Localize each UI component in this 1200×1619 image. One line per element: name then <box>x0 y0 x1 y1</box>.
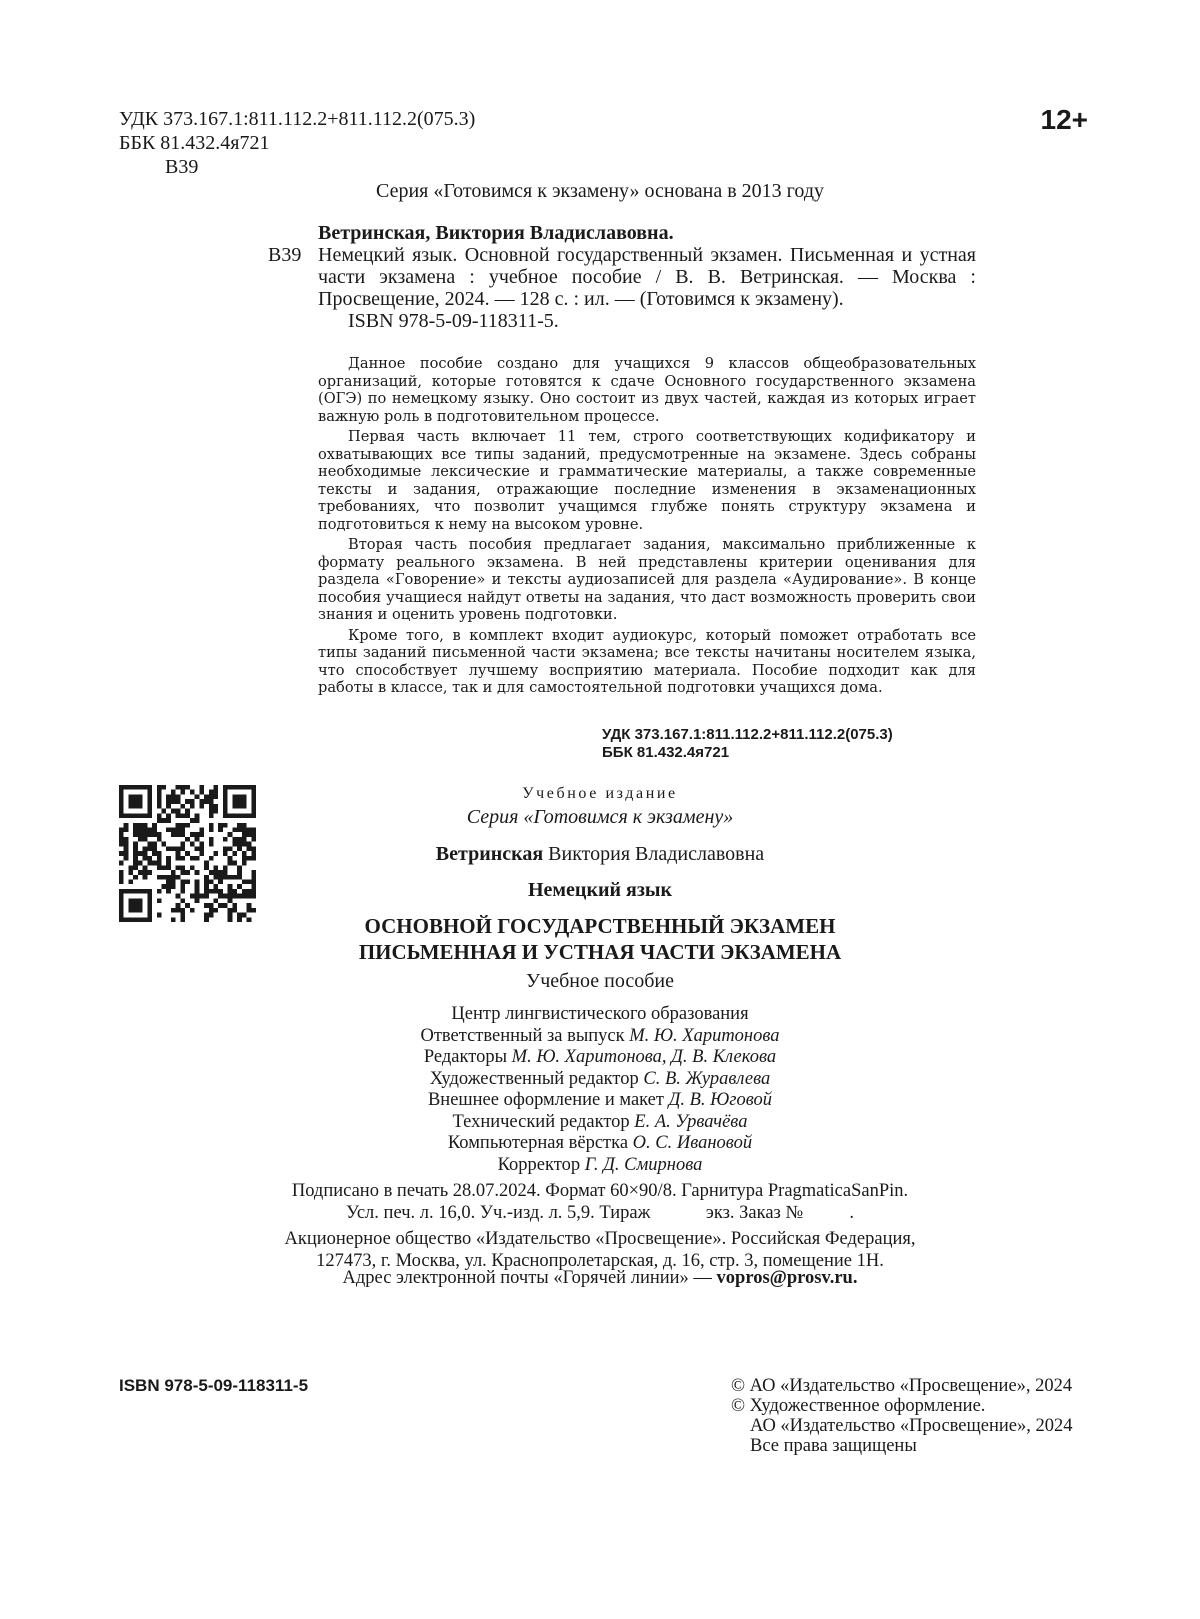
email-line <box>0 1268 1200 1289</box>
author-name: Виктория Владиславовна <box>548 843 765 865</box>
footer-isbn: ISBN 978-5-09-118311-5 <box>119 1376 309 1395</box>
edition-type: Учебное издание <box>522 785 678 802</box>
staff-name: Г. Д. Смирнова <box>584 1154 703 1175</box>
annotation-paragraph: Первая часть включает 11 тем, строго соответствующих кодификатору и охватывающих все типы заданий, предусмотренные на экзамене. Здесь собраны необходимые лексические и грамматические материалы, а также современные тексты и задания, отражающие последние изменения в экзаменационных требованиях, что позволит учащимся глубже понять структуру экзамена и подготовиться к нему на высоком уровне. <box>318 428 976 533</box>
annotation-codes <box>602 726 893 762</box>
colophon-subject: Немецкий язык <box>527 879 673 901</box>
staff-role: Художественный редактор <box>429 1068 639 1089</box>
staff-line <box>0 1112 1200 1134</box>
colophon-kind: Учебное пособие <box>526 970 674 992</box>
title-line-1: ОСНОВНОЙ ГОСУДАРСТВЕННЫЙ ЭКЗАМЕН <box>364 914 836 938</box>
staff-name: М. Ю. Харитонова, Д. В. Клекова <box>511 1047 777 1067</box>
staff-role: Внешнее оформление и макет <box>427 1090 664 1110</box>
catalog-card <box>268 222 976 332</box>
annotation-udk: УДК 373.167.1:811.112.2+811.112.2(075.3) <box>602 726 893 743</box>
staff-role: Компьютерная вёрстка <box>447 1133 629 1153</box>
print-line-1: Подписано в печать 28.07.2024. Формат 60×90/8. Гарнитура PragmaticaSanPin. <box>291 1181 909 1201</box>
staff-line <box>0 1026 1200 1048</box>
print-info <box>0 1180 1200 1224</box>
bbk-code: ББК 81.432.4я721 <box>119 132 270 154</box>
staff-line <box>0 1047 1200 1069</box>
colophon-author <box>0 843 1200 866</box>
annotation-paragraph: Вторая часть пособия предлагает задания, максимально приближенные к формату реального экзамена. В ней представлены критерии оценивания для раздела «Говорение» и тексты аудиозаписей для раздела «Аудирование». В конце пособия учащиеся найдут ответы на задания, что даст возможность проверить свои знания и оценить уровень подготовки. <box>318 536 976 623</box>
publisher-info <box>0 1228 1200 1272</box>
colophon-staff <box>0 1004 1200 1176</box>
staff-line <box>0 1090 1200 1112</box>
staff-role: Редакторы <box>423 1047 508 1067</box>
staff-role: Технический редактор <box>452 1111 630 1132</box>
annotation-closing: Кроме того, в комплект входит аудиокурс, который поможет отработать все типы заданий письменной части экзамена; все тексты начитаны носителем языка, что способствует лучшему восприятию материала. Пособие подходит как для работы в классе, так и для самостоятельной подготовки учащихся дома. <box>318 626 976 696</box>
colophon-series: Серия «Готовимся к экзамену» <box>466 806 734 828</box>
author-surname: Ветринская <box>435 843 544 865</box>
copyright-line: АО «Издательство «Просвещение», 2024 <box>750 1416 1073 1436</box>
copyright-line: © АО «Издательство «Просвещение», 2024 <box>731 1376 1073 1396</box>
staff-name: Е. А. Урвачёва <box>634 1111 748 1132</box>
series-note: Серия «Готовимся к экзамену» основана в 2013 году <box>376 180 824 202</box>
colophon-title <box>0 913 1200 965</box>
rights-line: Все права защищены <box>750 1436 917 1456</box>
card-code: В39 <box>268 244 302 266</box>
annotation-bbk: ББК 81.432.4я721 <box>602 744 730 761</box>
email-link[interactable]: vopros@prosv.ru. <box>716 1268 858 1288</box>
staff-name: С. В. Журавлева <box>643 1068 771 1089</box>
publisher-line-1: Акционерное общество «Издательство «Просвещение». Российская Федерация, <box>284 1229 916 1249</box>
staff-line <box>0 1133 1200 1155</box>
card-title: Немецкий язык. Основной государственный экзамен. Письменная и устная части экзамена : учебное пособие / В. В. Ветринская. — Москва : Просвещение, 2024. — 128 с. : ил. — (Готовимся к экзамену). <box>318 244 976 310</box>
center-name: Центр лингвистического образования <box>451 1004 749 1024</box>
staff-name: М. Ю. Харитонова <box>629 1025 780 1046</box>
print-line-2: Усл. печ. л. 16,0. Уч.-изд. л. 5,9. Тираж экз. Заказ № . <box>345 1203 855 1223</box>
annotation-paragraph: Данное пособие создано для учащихся 9 классов общеобразовательных организаций, которые готовятся к сдаче Основного государственного экзамена (ОГЭ) по немецкому языку. Оно состоит из двух частей, каждая из которых играет важную роль в подготовительном процессе. <box>318 355 976 425</box>
staff-line <box>0 1155 1200 1177</box>
title-line-2: ПИСЬМЕННАЯ И УСТНАЯ ЧАСТИ ЭКЗАМЕНА <box>358 940 842 964</box>
age-rating: 12+ <box>1040 104 1088 135</box>
card-author: Ветринская, Виктория Владиславовна. <box>318 222 674 244</box>
copyright-block <box>731 1376 1073 1456</box>
staff-name: Д. В. Юговой <box>668 1090 773 1110</box>
copyright-line: © Художественное оформление. <box>731 1396 986 1416</box>
publisher-line-2: 127473, г. Москва, ул. Краснопролетарская, д. 16, стр. 3, помещение 1Н. <box>316 1251 884 1271</box>
card-isbn: ISBN 978-5-09-118311-5. <box>348 310 559 332</box>
staff-role: Ответственный за выпуск <box>420 1025 625 1046</box>
staff-role: Корректор <box>497 1154 581 1175</box>
header-codes <box>119 107 475 179</box>
udk-code: УДК 373.167.1:811.112.2+811.112.2(075.3) <box>119 108 476 130</box>
staff-name: О. С. Ивановой <box>632 1133 753 1153</box>
author-code: В39 <box>165 156 199 178</box>
annotation <box>318 355 976 697</box>
staff-line <box>0 1069 1200 1091</box>
email-label: Адрес электронной почты «Горячей линии» — <box>342 1268 712 1288</box>
